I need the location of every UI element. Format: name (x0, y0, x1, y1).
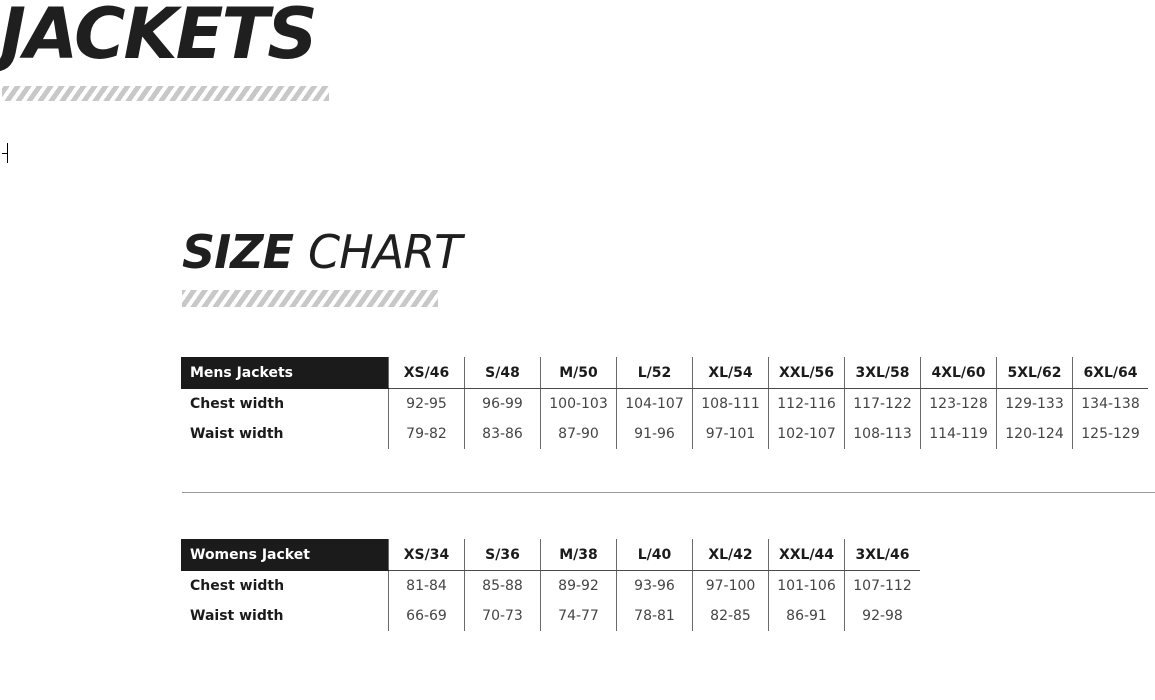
measurement-cell: 102-107 (769, 419, 845, 449)
size-header: 3XL/58 (845, 357, 921, 389)
size-header: L/52 (617, 357, 693, 389)
text-cursor-icon (2, 143, 10, 163)
size-header: XL/54 (693, 357, 769, 389)
size-header: XXL/56 (769, 357, 845, 389)
mens-table-label: Mens Jackets (181, 357, 389, 389)
section-divider (182, 492, 1155, 493)
row-label: Chest width (190, 396, 285, 412)
measurement-cell: 81-84 (389, 571, 465, 602)
measurement-cell: 93-96 (617, 571, 693, 602)
measurement-cell: 86-91 (769, 601, 845, 631)
measurement-cell: 125-129 (1073, 419, 1149, 449)
measurement-cell: 79-82 (389, 419, 465, 449)
measurement-cell: 83-86 (465, 419, 541, 449)
measurement-cell: 97-101 (693, 419, 769, 449)
measurement-cell: 91-96 (617, 419, 693, 449)
page-title: JACKETS (0, 0, 316, 75)
size-header: 4XL/60 (921, 357, 997, 389)
measurement-cell: 78-81 (617, 601, 693, 631)
measurement-cell: 101-106 (769, 571, 845, 602)
mens-header-row (181, 357, 1148, 389)
size-chart-title-bold: SIZE (182, 225, 294, 279)
womens-header-row (181, 539, 920, 571)
size-header: L/40 (617, 539, 693, 571)
table-row (181, 389, 1148, 420)
measurement-cell: 108-113 (845, 419, 921, 449)
size-header: XL/42 (693, 539, 769, 571)
measurement-cell: 107-112 (845, 571, 921, 602)
measurement-cell: 89-92 (541, 571, 617, 602)
measurement-cell: 96-99 (465, 389, 541, 420)
table-row (181, 571, 920, 602)
measurement-cell: 70-73 (465, 601, 541, 631)
table-row (181, 601, 920, 631)
size-header: 5XL/62 (997, 357, 1073, 389)
measurement-cell: 87-90 (541, 419, 617, 449)
measurement-cell: 120-124 (997, 419, 1073, 449)
measurement-cell: 74-77 (541, 601, 617, 631)
size-header: S/48 (465, 357, 541, 389)
measurement-cell: 134-138 (1073, 389, 1149, 420)
measurement-cell: 104-107 (617, 389, 693, 420)
measurement-cell: 66-69 (389, 601, 465, 631)
size-header: XS/46 (389, 357, 465, 389)
row-label: Waist width (190, 426, 284, 442)
size-header: M/50 (541, 357, 617, 389)
measurement-cell: 92-98 (845, 601, 921, 631)
size-header: 6XL/64 (1073, 357, 1149, 389)
measurement-cell: 108-111 (693, 389, 769, 420)
measurement-cell: 112-116 (769, 389, 845, 420)
mens-size-table (181, 357, 1148, 449)
size-header: M/38 (541, 539, 617, 571)
size-chart-title-light: CHART (308, 225, 462, 279)
row-label: Chest width (190, 578, 285, 594)
table-row (181, 419, 1148, 449)
womens-size-table (181, 539, 920, 631)
size-header: 3XL/46 (845, 539, 921, 571)
size-chart-hatch-divider (182, 290, 438, 307)
measurement-cell: 114-119 (921, 419, 997, 449)
measurement-cell: 97-100 (693, 571, 769, 602)
size-chart-title (182, 222, 461, 282)
measurement-cell: 100-103 (541, 389, 617, 420)
measurement-cell: 92-95 (389, 389, 465, 420)
measurement-cell: 117-122 (845, 389, 921, 420)
size-header: XXL/44 (769, 539, 845, 571)
title-hatch-divider (2, 86, 329, 101)
size-header: XS/34 (389, 539, 465, 571)
measurement-cell: 85-88 (465, 571, 541, 602)
measurement-cell: 123-128 (921, 389, 997, 420)
measurement-cell: 129-133 (997, 389, 1073, 420)
womens-table-label: Womens Jacket (181, 539, 389, 571)
measurement-cell: 82-85 (693, 601, 769, 631)
row-label: Waist width (190, 608, 284, 624)
size-header: S/36 (465, 539, 541, 571)
